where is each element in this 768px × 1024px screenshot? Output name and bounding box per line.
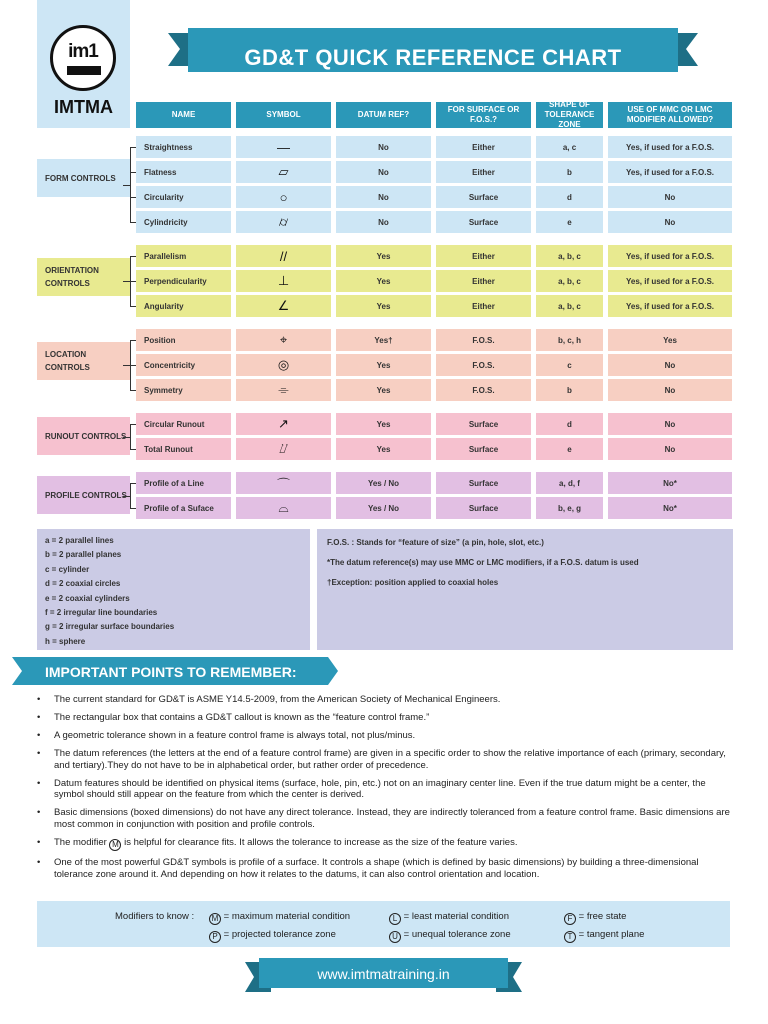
control-symbol-icon: ⌓ [236,497,331,519]
datum-ref: Yes† [336,329,431,351]
bracket-connector [123,437,130,438]
group-label: FORM CONTROLS [37,159,130,197]
group-label: LOCATION CONTROLS [37,342,130,380]
point-item: • A geometric tolerance shown in a feature control frame is always total, not plus/minus. [37,730,737,742]
control-symbol-icon: ⌒ [236,472,331,494]
tolerance-zone: a, b, c [536,270,603,292]
mmc-lmc-allowed: Yes, if used for a F.O.S. [608,270,732,292]
column-header: NAME [136,102,231,128]
modifier-symbol-icon: U [389,931,401,943]
mmc-lmc-allowed: Yes, if used for a F.O.S. [608,161,732,183]
url-ribbon[interactable] [245,958,522,992]
note-item: F.O.S. : Stands for “feature of size” (a pin, hole, slot, etc.) [327,538,544,547]
modifier-text: = tangent plane [578,929,645,940]
surface-or-fos: Either [436,136,531,158]
zone-legend-item: g = 2 irregular surface boundaries [45,622,175,632]
control-name: Profile of a Suface [136,497,231,519]
modifier-symbol-icon: F [564,913,576,925]
datum-ref: Yes [336,354,431,376]
column-header: FOR SURFACE OR F.O.S.? [436,102,531,128]
control-symbol-icon: ∠ [236,295,331,317]
title-ribbon [168,28,698,78]
mmc-lmc-allowed: No* [608,497,732,519]
bracket-connector [123,185,130,186]
column-header: SHAPE OF TOLERANCE ZONE [536,102,603,128]
group-label: PROFILE CONTROLS [37,476,130,514]
points-banner [12,657,338,685]
datum-ref: Yes / No [336,497,431,519]
point-item [37,837,737,851]
surface-or-fos: Either [436,295,531,317]
tolerance-zone: b [536,379,603,401]
control-symbol-icon: // [236,245,331,267]
datum-ref: Yes [336,379,431,401]
logo-name: IMTMA [54,97,113,117]
control-name: Flatness [136,161,231,183]
zone-legend-item: c = cylinder [45,564,90,574]
modifier-item [389,929,511,943]
datum-ref: No [336,211,431,233]
surface-or-fos: F.O.S. [436,379,531,401]
zone-legend-item: f = 2 irregular line boundaries [45,608,158,618]
note-item: *The datum reference(s) may use MMC or LMC modifiers, if a F.O.S. datum is used [327,558,639,567]
tolerance-zone: d [536,186,603,208]
datum-ref: Yes [336,413,431,435]
column-header: DATUM REF? [336,102,431,128]
group-bracket [130,483,131,508]
control-symbol-icon: ↗ [236,413,331,435]
control-symbol-icon: ⊥ [236,270,331,292]
column-header: USE OF MMC OR LMC MODIFIER ALLOWED? [608,102,732,128]
control-name: Concentricity [136,354,231,376]
surface-or-fos: Surface [436,211,531,233]
website-link[interactable]: www.imtmatraining.in [317,966,450,982]
tolerance-zone: c [536,354,603,376]
control-symbol-icon: ○ [236,186,331,208]
tolerance-zone: a, d, f [536,472,603,494]
zone-legend [37,529,310,650]
datum-ref: Yes [336,295,431,317]
group-label: RUNOUT CONTROLS [37,417,130,455]
points-title: IMPORTANT POINTS TO REMEMBER: [45,664,297,680]
point-item: • One of the most powerful GD&T symbols is profile of a surface. It controls a shape (which is defined by basic dimensions) by building a three-dimensional tolerance zone around it. And depending on how it relates to the datums, it can also control orientation and location. [37,857,737,880]
bracket-connector [123,281,130,282]
modifier-item [209,911,350,925]
mmc-lmc-allowed: No [608,211,732,233]
modifiers-box [37,901,730,947]
control-symbol-icon: ⌖ [236,329,331,351]
surface-or-fos: Either [436,161,531,183]
control-symbol-icon: — [236,136,331,158]
surface-or-fos: Surface [436,186,531,208]
datum-ref: No [336,136,431,158]
tolerance-zone: d [536,413,603,435]
control-name: Circular Runout [136,413,231,435]
surface-or-fos: Surface [436,497,531,519]
control-name: Cylindricity [136,211,231,233]
column-header: SYMBOL [236,102,331,128]
modifier-item [389,911,509,925]
logo-block [37,0,130,128]
control-name: Perpendicularity [136,270,231,292]
modifier-text: = least material condition [403,911,509,922]
datum-ref: Yes / No [336,472,431,494]
control-name: Total Runout [136,438,231,460]
mmc-lmc-allowed: Yes, if used for a F.O.S. [608,136,732,158]
mmc-lmc-allowed: Yes, if used for a F.O.S. [608,295,732,317]
tolerance-zone: e [536,211,603,233]
mmc-lmc-allowed: No [608,438,732,460]
tolerance-zone: e [536,438,603,460]
control-symbol-icon: ⌰ [236,438,331,460]
bracket-connector [123,496,130,497]
modifier-symbol-icon: T [564,931,576,943]
modifier-m-icon: M [109,839,121,851]
control-symbol-icon: ◎ [236,354,331,376]
zone-legend-item: e = 2 coaxial cylinders [45,593,130,603]
modifier-item [564,929,644,943]
control-name: Profile of a Line [136,472,231,494]
notes-box [317,529,733,650]
mmc-lmc-allowed: Yes [608,329,732,351]
modifier-symbol-icon: M [209,913,221,925]
point-text: is helpful for clearance fits. It allows the tolerance to increase as the size of the feature varies. [121,836,518,848]
surface-or-fos: Surface [436,413,531,435]
point-item: • Basic dimensions (boxed dimensions) do not have any direct tolerance. Instead, they are indirectly toleranced from a feature control frame. Basic dimensions are most common in conjunction with position and profile controls. [37,807,737,830]
surface-or-fos: Surface [436,438,531,460]
tolerance-zone: b, e, g [536,497,603,519]
surface-or-fos: F.O.S. [436,329,531,351]
tolerance-zone: b, c, h [536,329,603,351]
control-symbol-icon: ⌭ [236,211,331,233]
mmc-lmc-allowed: No [608,354,732,376]
tolerance-zone: b [536,161,603,183]
surface-or-fos: Surface [436,472,531,494]
datum-ref: Yes [336,245,431,267]
control-name: Parallelism [136,245,231,267]
control-name: Straightness [136,136,231,158]
datum-ref: No [336,186,431,208]
modifier-symbol-icon: L [389,913,401,925]
point-item: • The rectangular box that contains a GD&T callout is known as the “feature control frame.” [37,712,737,724]
bracket-connector [123,365,130,366]
control-symbol-icon: ⌯ [236,379,331,401]
mmc-lmc-allowed: No [608,413,732,435]
modifier-text: = unequal tolerance zone [403,929,511,940]
mmc-lmc-allowed: No* [608,472,732,494]
control-symbol-icon: ▱ [236,161,331,183]
logo-mark: im1 [68,41,98,62]
tolerance-zone: a, b, c [536,295,603,317]
point-item: • The datum references (the letters at the end of a feature control frame) are given in a specific order to show the relative importance of each (primary, secondary, and tertiary).They do not have to be in alphabetical order, but rather order of precedence. [37,748,737,771]
group-bracket [130,424,131,449]
modifier-text: = projected tolerance zone [223,929,336,940]
control-name: Circularity [136,186,231,208]
points-list [37,694,737,887]
surface-or-fos: F.O.S. [436,354,531,376]
zone-legend-item: d = 2 coaxial circles [45,579,121,589]
datum-ref: Yes [336,438,431,460]
zone-legend-item: a = 2 parallel lines [45,536,114,545]
zone-legend-item: b = 2 parallel planes [45,550,122,560]
modifier-item [564,911,626,925]
zone-legend-item: h = sphere [45,636,86,646]
note-item: †Exception: position applied to coaxial holes [327,578,499,587]
control-name: Angularity [136,295,231,317]
datum-ref: Yes [336,270,431,292]
modifier-item [209,929,336,943]
modifier-text: = free state [578,911,627,922]
mmc-lmc-allowed: No [608,186,732,208]
modifiers-title: Modifiers to know : [115,911,195,922]
group-bracket [130,147,131,222]
mmc-lmc-allowed: Yes, if used for a F.O.S. [608,245,732,267]
mmc-lmc-allowed: No [608,379,732,401]
modifier-symbol-icon: P [209,931,221,943]
tolerance-zone: a, b, c [536,245,603,267]
tolerance-zone: a, c [536,136,603,158]
logo-bar [67,66,101,75]
control-name: Position [136,329,231,351]
modifier-text: = maximum material condition [223,911,351,922]
imtma-logo-icon [50,25,116,91]
group-label: ORIENTATION CONTROLS [37,258,130,296]
surface-or-fos: Either [436,245,531,267]
point-item: • Datum features should be identified on physical items (surface, hole, pin, etc.) not on an imaginary center line. Even if the true datum might be a center, the symbol should still appear on the feature from which the center is derived. [37,778,737,801]
control-name: Symmetry [136,379,231,401]
datum-ref: No [336,161,431,183]
surface-or-fos: Either [436,270,531,292]
point-text: The modifier [54,836,110,848]
point-item: • The current standard for GD&T is ASME Y14.5-2009, from the American Society of Mechanical Engineers. [37,694,737,706]
page-title: GD&T QUICK REFERENCE CHART [244,45,622,70]
